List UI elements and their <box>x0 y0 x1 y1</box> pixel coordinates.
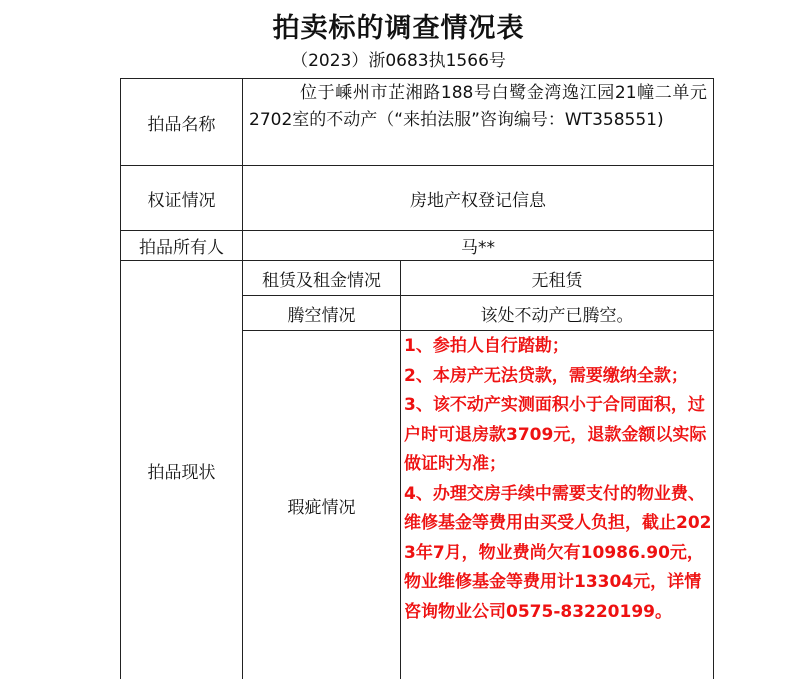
defect-label: 瑕疵情况 <box>287 497 356 518</box>
defect-item: 1、参拍人自行踏勘； <box>404 336 569 356</box>
owner-label: 拍品所有人 <box>139 238 224 258</box>
defect-list <box>404 332 712 627</box>
title-status-label: 权证情况 <box>147 190 216 211</box>
vacancy-value: 该处不动产已腾空。 <box>480 305 634 326</box>
defect-item: 4、办理交房手续中需要支付的物业费、维修基金等费用由买受人负担，截止2023年7月，物业费尚欠有10986.90元，物业维修基金等费用计13304元，详情咨询物业公司0575-83220199。 <box>404 483 712 622</box>
document-title: 拍卖标的调查情况表 <box>272 13 525 44</box>
item-name-value: 位于嵊州市芷湘路188号白鹭金湾逸江园21幢二单元2702室的不动产（“来拍法服”咨询编号：WT358551) <box>249 83 707 130</box>
lease-label: 租赁及租金情况 <box>262 270 381 291</box>
item-name-label: 拍品名称 <box>147 114 216 135</box>
case-number: （2023）浙0683执1566号 <box>291 51 506 71</box>
defect-item: 3、该不动产实测面积小于合同面积，过户时可退房款3709元，退款金额以实际做证时为准； <box>404 395 707 474</box>
lease-value: 无租赁 <box>531 270 583 291</box>
item-status-label: 拍品现状 <box>147 462 216 483</box>
owner-value: 马** <box>461 238 495 258</box>
vacancy-label: 腾空情况 <box>287 305 356 326</box>
title-status-value: 房地产权登记信息 <box>410 190 546 211</box>
col-divider <box>713 78 714 679</box>
defect-item: 2、本房产无法贷款，需要缴纳全款； <box>404 365 688 386</box>
